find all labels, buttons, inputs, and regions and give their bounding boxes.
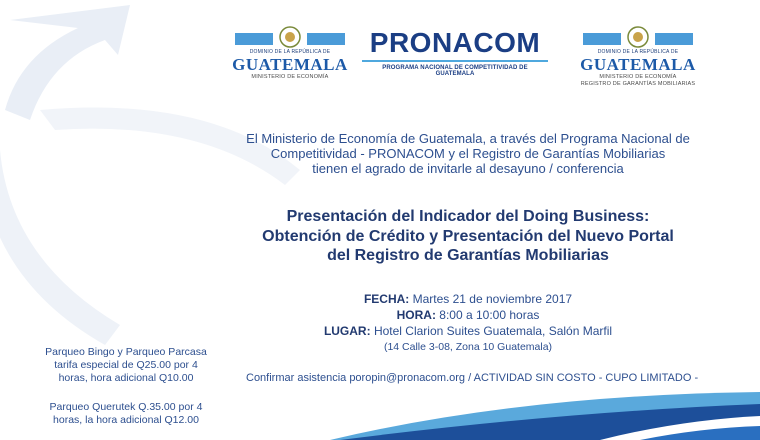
logo-ministry: MINISTERIO DE ECONOMÍA — [599, 74, 677, 80]
intro-line: tienen el agrado de invitarle al desayuno / conferencia — [312, 161, 624, 176]
logo-name: GUATEMALA — [232, 55, 348, 74]
intro-paragraph — [226, 131, 710, 176]
hora-label: HORA: — [396, 308, 436, 322]
parking-line: horas, hora adicional Q10.00 — [58, 372, 194, 384]
fecha-row — [226, 291, 710, 307]
title-line: del Registro de Garantías Mobiliarias — [327, 247, 609, 264]
parking-line: tarifa especial de Q25.00 por 4 — [54, 359, 198, 371]
title-line: Obtención de Crédito y Presentación del Nuevo Portal — [262, 227, 674, 245]
intro-line: El Ministerio de Economía de Guatemala, a través del Programa Nacional de — [246, 131, 690, 146]
parking-note-1 — [26, 346, 226, 385]
lugar-row — [226, 323, 710, 339]
event-title — [226, 207, 710, 266]
guatemala-logo-right — [578, 25, 698, 88]
pronacom-subtitle: PROGRAMA NACIONAL DE COMPETITIVIDAD DE GUATEMALA — [362, 60, 548, 77]
intro-line: Competitividad - PRONACOM y el Registro de Garantías Mobiliarias — [270, 146, 666, 161]
fecha-value: Martes 21 de noviembre 2017 — [412, 292, 573, 306]
logo-registry: REGISTRO DE GARANTÍAS MOBILIARIAS — [580, 81, 696, 87]
parking-note-2 — [26, 401, 226, 427]
pronacom-logo — [362, 28, 548, 77]
watermark-arrow-top — [5, 5, 130, 120]
parking-line: horas, la hora adicional Q12.00 — [53, 414, 199, 426]
lugar-label: LUGAR: — [323, 324, 371, 338]
logo-small-text: DOMINIO DE LA REPÚBLICA DE — [597, 49, 679, 55]
logo-ministry: MINISTERIO DE ECONOMÍA — [251, 74, 329, 80]
parking-line: Parqueo Querutek Q.35.00 por 4 — [49, 401, 203, 413]
address-line: (14 Calle 3-08, Zona 10 Guatemala) — [383, 341, 553, 353]
hora-row — [226, 307, 710, 323]
flag-ribbon-icon — [583, 25, 693, 49]
flag-ribbon-icon — [235, 25, 345, 49]
pronacom-name: PRONACOM — [369, 27, 541, 58]
guatemala-logo-left — [230, 25, 350, 81]
watermark-arc-left — [0, 150, 120, 345]
rsvp-line: Confirmar asistencia poropin@pronacom.org / ACTIVIDAD SIN COSTO - CUPO LIMITADO - — [246, 372, 699, 384]
title-line: Presentación del Indicador del Doing Business: — [286, 208, 650, 225]
event-details — [226, 291, 710, 355]
logo-name: GUATEMALA — [580, 55, 696, 74]
logo-small-text: DOMINIO DE LA REPÚBLICA DE — [249, 49, 331, 55]
fecha-label: FECHA: — [363, 292, 410, 306]
lugar-value: Hotel Clarion Suites Guatemala, Salón Marfil — [373, 324, 613, 338]
parking-line: Parqueo Bingo y Parqueo Parcasa — [45, 346, 207, 358]
hora-value: 8:00 a 10:00 horas — [439, 308, 540, 322]
